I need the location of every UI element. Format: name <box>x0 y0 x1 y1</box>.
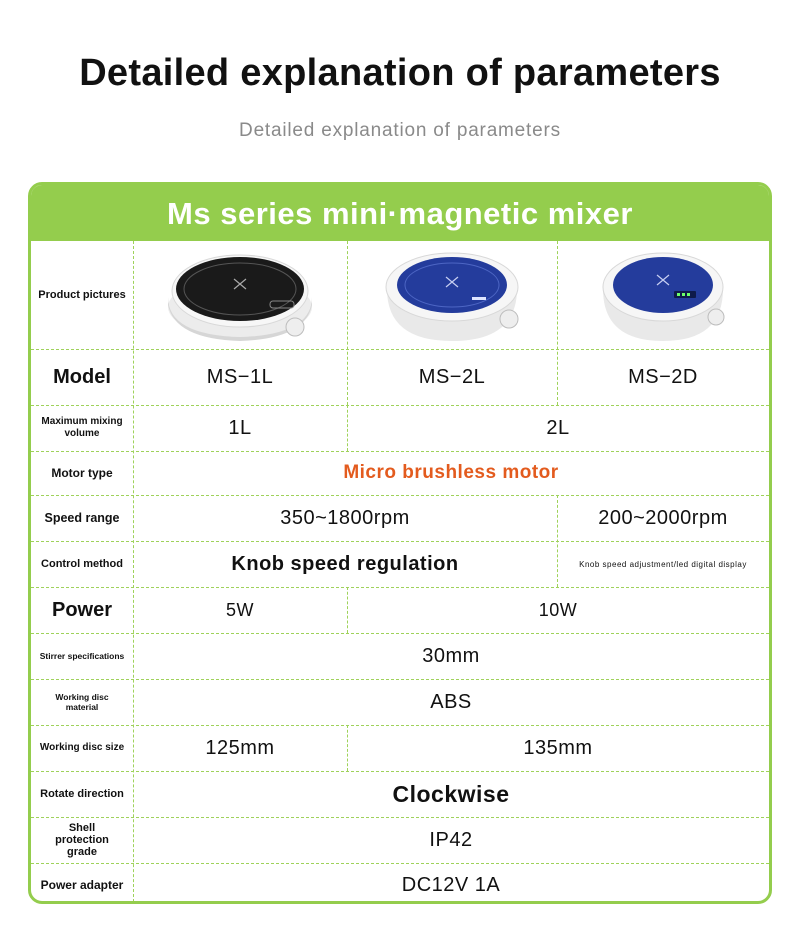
value-control-knob: Knob speed regulation <box>231 552 459 575</box>
value-power-10w: 10W <box>538 599 578 620</box>
value-model-ms2d: MS−2D <box>628 365 698 388</box>
value-rotate-direction: Clockwise <box>392 780 510 807</box>
label-speed-range: Speed range <box>44 511 120 525</box>
page-title: Detailed explanation of parameters <box>79 52 721 94</box>
label-disc-size: Working disc size <box>39 742 125 753</box>
value-disc-material: ABS <box>430 690 472 713</box>
value-volume-2l: 2L <box>546 416 570 439</box>
value-model-ms2l: MS−2L <box>418 365 486 388</box>
mixer-black-icon <box>133 241 347 349</box>
mixer-blue-icon <box>347 241 557 349</box>
label-protection-grade: Shell protection grade <box>55 822 109 858</box>
label-max-volume: Maximum mixing volume <box>41 416 123 439</box>
table-banner: Ms series mini·magnetic mixer <box>31 185 769 241</box>
value-disc-size-135: 135mm <box>523 736 593 759</box>
label-product-pictures: Product pictures <box>38 289 126 301</box>
label-motor-type: Motor type <box>51 466 113 480</box>
value-disc-size-125: 125mm <box>205 736 275 759</box>
table-grid <box>31 241 769 904</box>
label-rotate-direction: Rotate direction <box>40 788 124 800</box>
parameter-table <box>28 182 772 904</box>
label-disc-material: Working disc material <box>55 692 109 712</box>
mixer-blue-display-icon <box>557 241 769 349</box>
value-motor-type: Micro brushless motor <box>343 462 559 483</box>
label-stirrer-spec: Stirrer specifications <box>39 651 125 661</box>
value-model-ms1l: MS−1L <box>206 365 274 388</box>
value-power-adapter: DC12V 1A <box>401 873 501 896</box>
label-power-adapter: Power adapter <box>40 878 124 892</box>
label-model: Model <box>53 366 111 388</box>
label-control-method: Control method <box>41 558 123 570</box>
value-protection-grade: IP42 <box>429 828 473 851</box>
value-control-knob-led: Knob speed adjustment/led digital display <box>579 559 747 569</box>
label-power: Power <box>51 599 113 621</box>
value-speed-range-1: 350~1800rpm <box>280 506 410 529</box>
value-stirrer-spec: 30mm <box>422 644 480 667</box>
value-power-5w: 5W <box>226 599 254 620</box>
page-subtitle: Detailed explanation of parameters <box>239 120 561 141</box>
value-volume-1l: 1L <box>228 416 252 439</box>
value-speed-range-2: 200~2000rpm <box>598 506 728 529</box>
